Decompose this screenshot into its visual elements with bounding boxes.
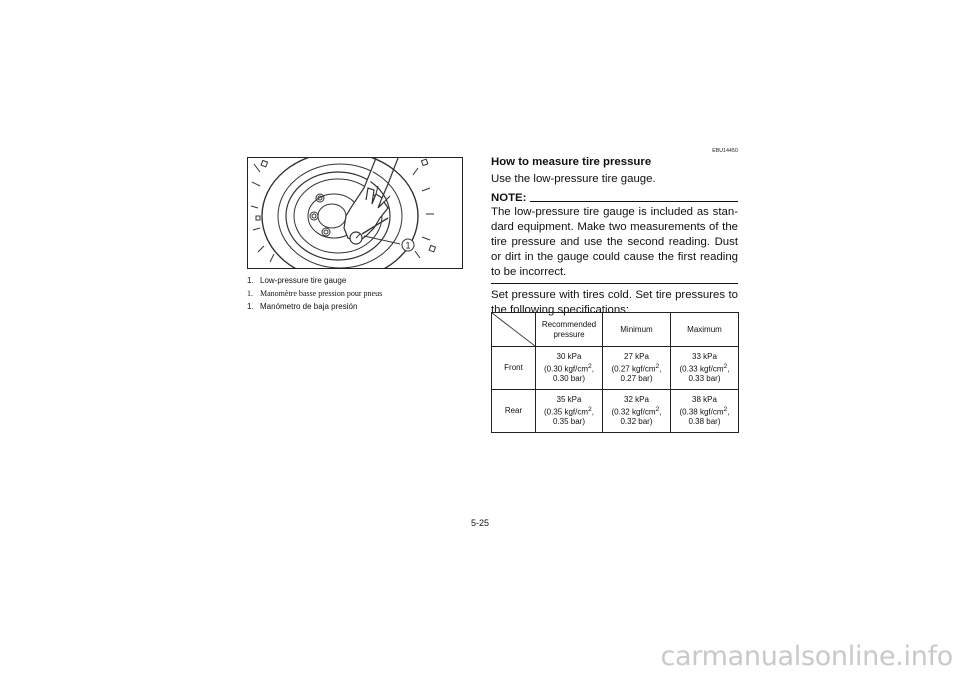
- note-label: NOTE:: [491, 192, 527, 204]
- table-corner-cell: [492, 313, 536, 347]
- note-header: [491, 191, 738, 205]
- note-text: The low-pressure tire gauge is included as stan-dard equipment. Make two measurements of the tire pressure and use the second reading. Dust or dirt in the gauge could cause the first reading to be incorrect.: [491, 206, 738, 278]
- diagonal-line: [492, 313, 535, 346]
- rear-recommended: 35 kPa (0.35 kgf/$cm^2$, 0.35 bar): [536, 390, 603, 433]
- section-code: EBU14450: [712, 148, 738, 154]
- callout-number: 1: [405, 240, 411, 251]
- front-minimum: 27 kPa (0.27 kgf/$cm^2$, 0.27 bar): [603, 347, 671, 390]
- header-minimum: Minimum: [603, 313, 671, 347]
- instruction-text: Set pressure with tires cold. Set tire pressures to the following specifications:: [491, 289, 738, 316]
- tire-gauge-illustration: [247, 157, 463, 269]
- front-recommended: 30 kPa (0.30 kgf/$cm^2$, 0.30 bar): [536, 347, 603, 390]
- figure-captions: [247, 276, 487, 315]
- tire-pressure-section: [491, 148, 738, 318]
- rear-minimum: 32 kPa (0.32 kgf/$cm^2$, 0.32 bar): [603, 390, 671, 433]
- note-end-rule: [491, 283, 738, 284]
- table-row-front: [492, 347, 739, 390]
- caption-english: 1. Low-pressure tire gauge: [247, 276, 347, 285]
- watermark: carmanualsonline.info: [660, 641, 953, 672]
- tire-pressure-table: [491, 312, 739, 433]
- rear-maximum: 38 kPa (0.38 kgf/$cm^2$, 0.38 bar): [671, 390, 739, 433]
- caption-french: 1. Manomètre basse pression pour pneus: [247, 289, 383, 298]
- front-maximum: 33 kPa (0.33 kgf/$cm^2$, 0.33 bar): [671, 347, 739, 390]
- intro-text: Use the low-pressure tire gauge.: [491, 173, 656, 185]
- header-recommended: Recommended pressure: [536, 313, 603, 347]
- page-number: 5-25: [470, 518, 489, 528]
- header-maximum: Maximum: [671, 313, 739, 347]
- row-label-rear: Rear: [492, 390, 536, 433]
- tire-wheel-drawing: [248, 158, 462, 268]
- section-title: How to measure tire pressure: [491, 156, 652, 168]
- caption-spanish: 1. Manómetro de baja presión: [247, 302, 358, 311]
- note-rule: [530, 201, 738, 202]
- row-label-front: Front: [492, 347, 536, 390]
- table-header-row: [492, 313, 739, 347]
- table-row-rear: [492, 390, 739, 433]
